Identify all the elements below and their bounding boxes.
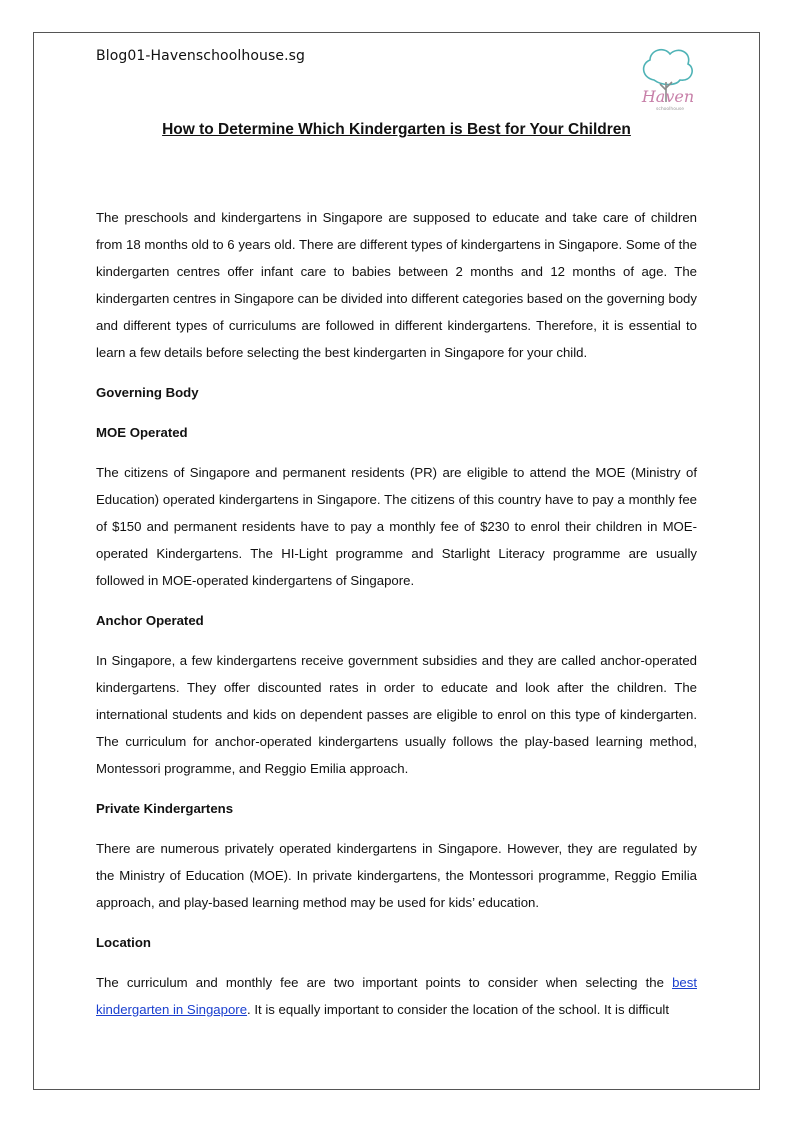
location-paragraph: [96, 969, 697, 1023]
article-body: [96, 204, 697, 1036]
logo-text: Haven: [641, 87, 695, 106]
heading-location: Location: [96, 935, 151, 950]
logo-subtext: schoolhouse: [656, 107, 684, 112]
best-kindergarten-link[interactable]: best kindergarten in Singapore: [96, 975, 697, 1017]
haven-logo: [632, 42, 704, 114]
anchor-paragraph: In Singapore, a few kindergartens receive government subsidies and they are called anchor-operated kindergartens. They offer discounted rates in order to educate and look after the children. The international students and kids on dependent passes are eligible to enrol on this type of kindergarten. The curriculum for anchor-operated kindergartens usually follows the play-based learning method, Montessori programme, and Reggio Emilia approach.: [96, 653, 697, 776]
location-text-start: The curriculum and monthly fee are two important points to consider when selecting the: [96, 975, 673, 990]
heading-governing-body: Governing Body: [96, 385, 199, 400]
heading-moe-operated: MOE Operated: [96, 425, 188, 440]
intro-paragraph: The preschools and kindergartens in Singapore are supposed to educate and take care of children from 18 months old to 6 years old. There are different types of kindergartens in Singapore. Some of the kindergarten centres offer infant care to babies between 2 months and 12 months of age. The kindergarten centres in Singapore can be divided into different categories based on the governing body and different types of curriculums are followed in different kindergartens. Therefore, it is essential to learn a few details before selecting the best kindergarten in Singapore for your child.: [96, 210, 697, 360]
page-title: How to Determine Which Kindergarten is Best for Your Children: [162, 121, 631, 138]
moe-paragraph: The citizens of Singapore and permanent residents (PR) are eligible to attend the MOE (Ministry of Education) operated kindergartens in Singapore. The citizens of this country have to pay a monthly fee of $150 and permanent residents have to pay a monthly fee of $230 to enrol their children in MOE-operated Kindergartens. The HI-Light programme and Starlight Literacy programme are usually followed in MOE-operated kindergartens of Singapore.: [96, 465, 697, 588]
location-text-end: . It is equally important to consider the location of the school. It is difficult: [247, 1002, 670, 1017]
header-site-text: Blog01-Havenschoolhouse.sg: [96, 48, 306, 64]
private-paragraph: There are numerous privately operated kindergartens in Singapore. However, they are regulated by the Ministry of Education (MOE). In private kindergartens, the Montessori programme, Reggio Emilia approach, and play-based learning method may be used for kids’ education.: [96, 841, 697, 910]
heading-anchor-operated: Anchor Operated: [96, 613, 204, 628]
heading-private-kindergartens: Private Kindergartens: [96, 801, 234, 816]
